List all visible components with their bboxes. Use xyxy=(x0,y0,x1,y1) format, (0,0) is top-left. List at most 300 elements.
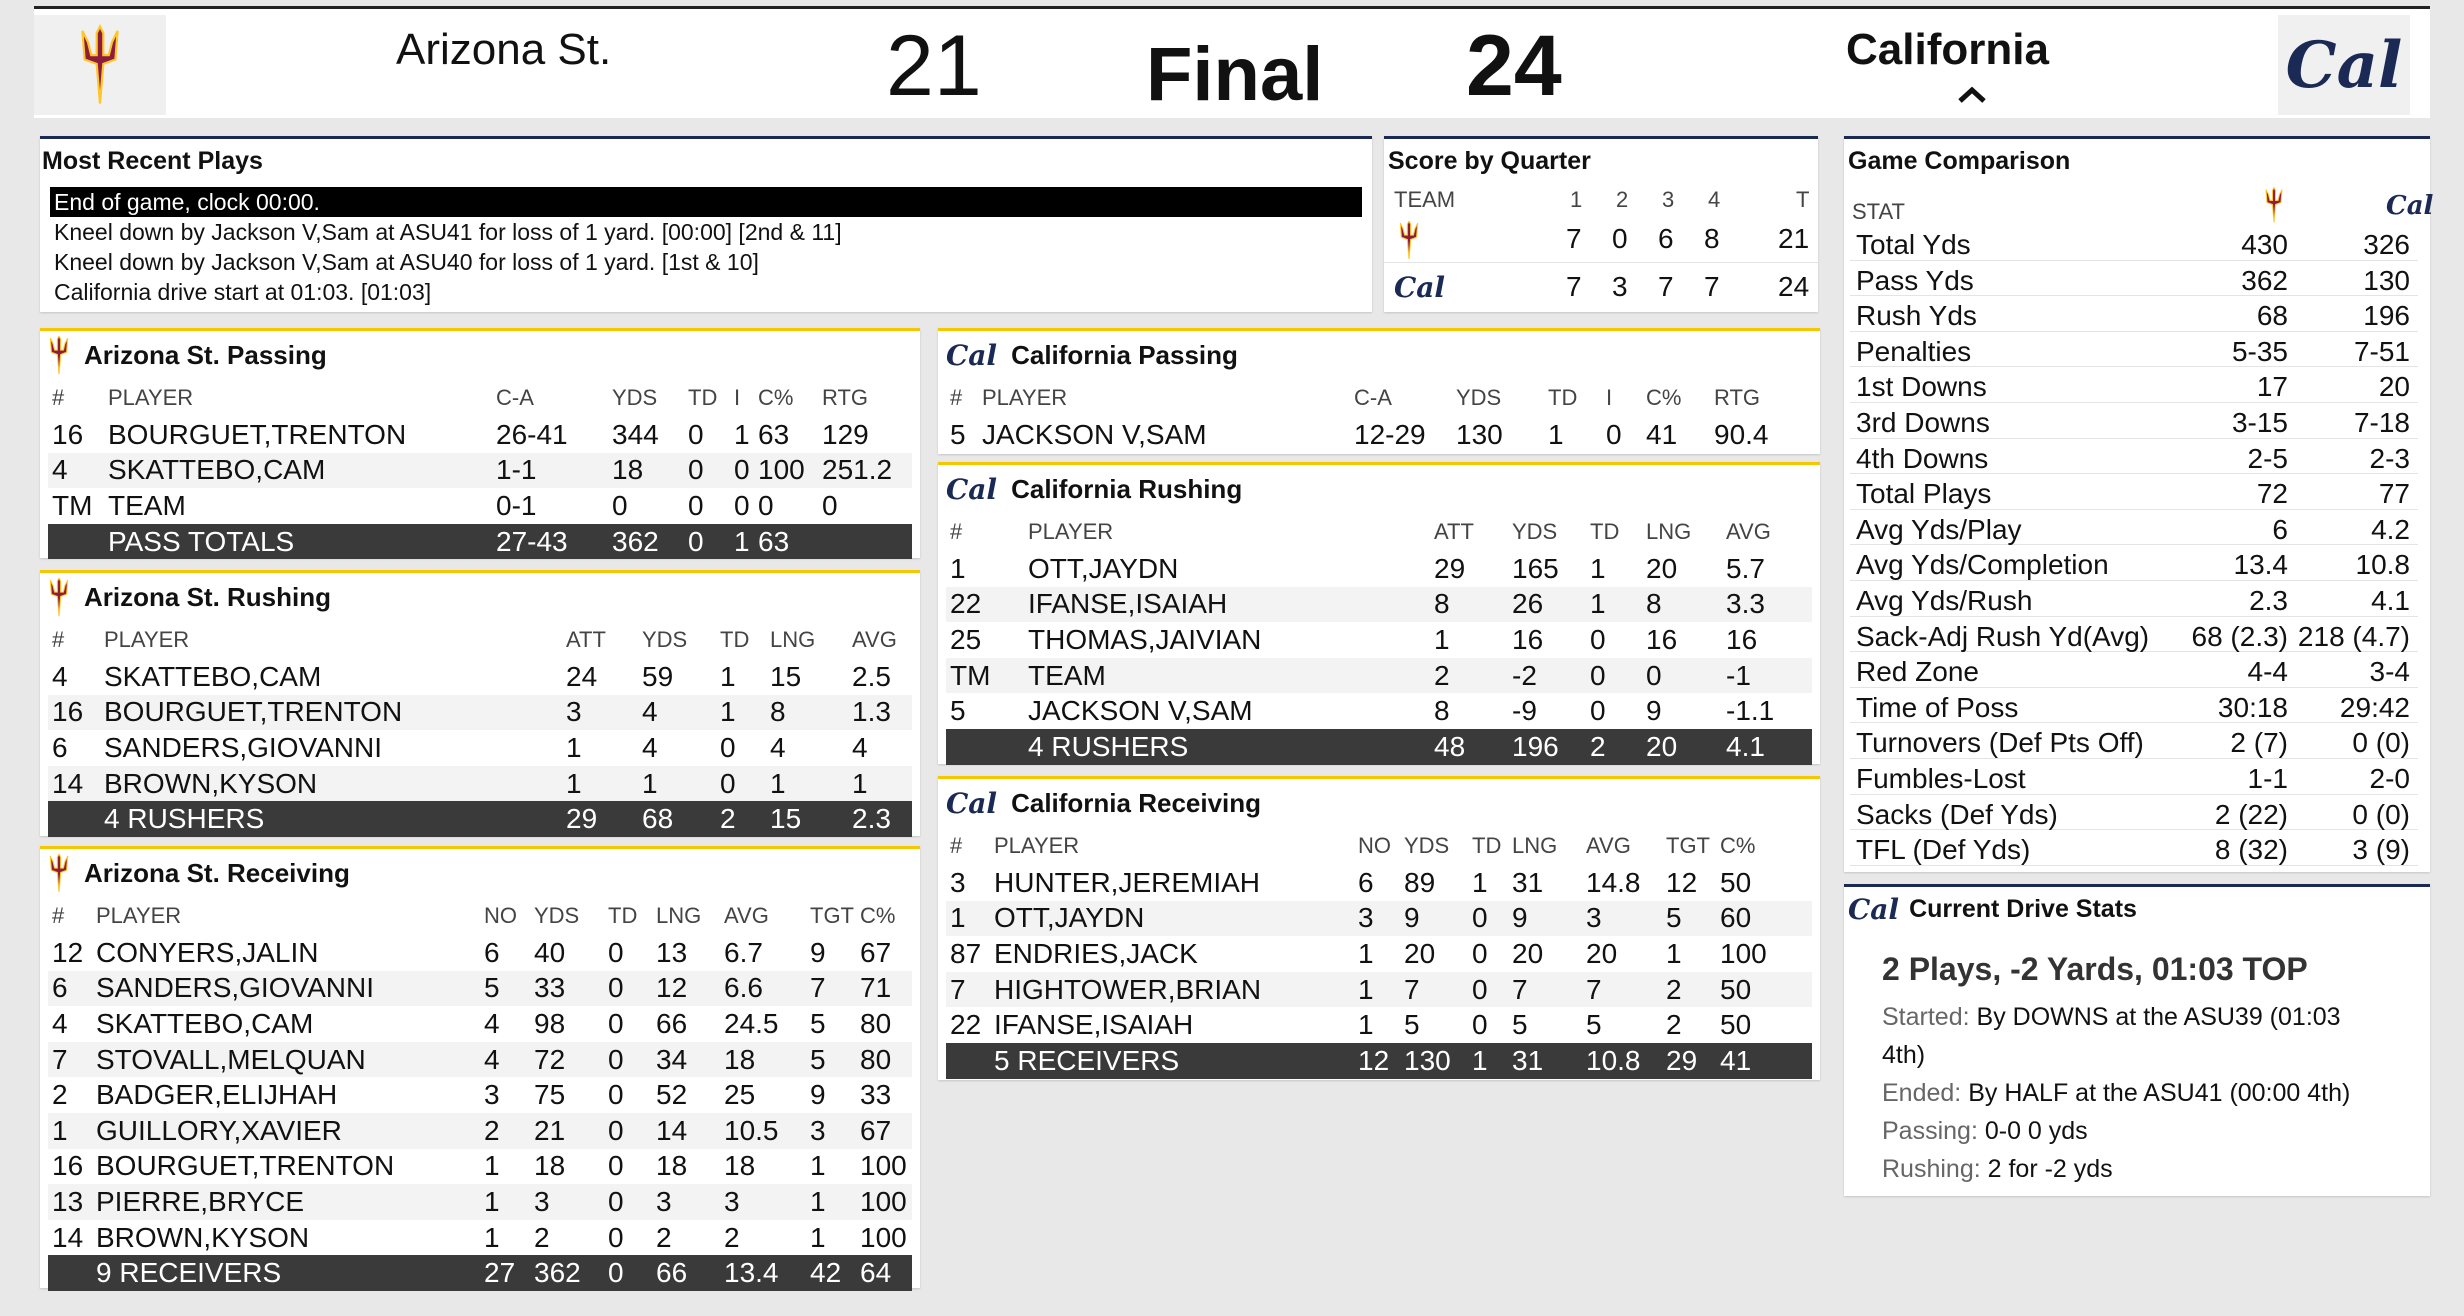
table-row[interactable] xyxy=(48,1042,912,1078)
panel-title: Arizona St. Rushing xyxy=(84,581,331,612)
away-score: 21 xyxy=(886,18,982,114)
table-cell: 0 xyxy=(758,489,774,521)
cal-script-logo: Cal xyxy=(1394,271,1446,304)
gc-away-value: 8 (32) xyxy=(2214,834,2288,866)
cal-receiving-panel xyxy=(938,776,1820,1080)
column-header: LNG xyxy=(1512,833,1558,858)
gc-row xyxy=(1850,652,2418,688)
table-cell: 16 xyxy=(52,418,84,450)
table-row[interactable] xyxy=(946,587,1812,623)
gc-stat-label: Sack-Adj Rush Yd(Avg) xyxy=(1856,620,2150,652)
table-cell: 5 xyxy=(950,418,966,450)
table-cell: 22 xyxy=(950,588,982,620)
table-cell: 90.4 xyxy=(1714,418,1769,450)
away-team-name[interactable]: Arizona St. xyxy=(396,25,612,74)
column-header: ATT xyxy=(1434,519,1474,544)
table-cell: 100 xyxy=(860,1150,907,1182)
column-header: YDS xyxy=(534,903,580,928)
table-cell: 33 xyxy=(534,972,566,1004)
table-cell: 7 xyxy=(1512,973,1528,1005)
play-item[interactable]: Kneel down by Jackson V,Sam at ASU40 for loss of 1 yard. [1st & 10] xyxy=(54,249,759,275)
table-cell: 5 RECEIVERS xyxy=(994,1044,1180,1076)
table-cell: 24 xyxy=(566,660,598,692)
gc-home-value: 2-3 xyxy=(2369,442,2410,474)
column-header: YDS xyxy=(1512,519,1558,544)
sbq-header-total: T xyxy=(1796,187,1810,212)
column-header: C% xyxy=(1646,385,1682,410)
gc-away-value: 68 xyxy=(2256,300,2288,332)
column-header: YDS xyxy=(642,627,688,652)
sbq-cell-total: 21 xyxy=(1778,223,1810,254)
table-cell: 2 xyxy=(1666,1009,1682,1041)
table-cell: 4 xyxy=(52,660,68,692)
table-row[interactable] xyxy=(48,1184,912,1220)
table-cell: BADGER,ELIJHAH xyxy=(96,1079,338,1111)
table-row[interactable] xyxy=(48,1077,912,1113)
column-header: AVG xyxy=(852,627,897,652)
table-cell: 3 xyxy=(950,866,966,898)
gc-stat-label: Turnovers (Def Pts Off) xyxy=(1856,727,2144,759)
drive-passing-label: Passing: xyxy=(1882,1117,1978,1145)
gc-home-value: 2-0 xyxy=(2369,763,2410,794)
table-cell: HIGHTOWER,BRIAN xyxy=(994,973,1262,1005)
column-header: LNG xyxy=(1646,519,1692,544)
table-cell: 1 xyxy=(810,1221,826,1253)
table-row[interactable] xyxy=(946,693,1812,729)
table-row[interactable] xyxy=(946,865,1812,901)
table-header xyxy=(946,831,1812,861)
table-cell: 2 xyxy=(534,1221,550,1253)
column-header: PLAYER xyxy=(96,903,182,928)
column-header: PLAYER xyxy=(1028,519,1114,544)
gc-stat-label: 1st Downs xyxy=(1856,371,1987,403)
table-cell: 31 xyxy=(1512,866,1544,898)
cal-script-logo: Cal xyxy=(946,472,998,506)
table-row[interactable] xyxy=(946,901,1812,937)
gc-row xyxy=(1850,332,2418,368)
table-cell: 0 xyxy=(612,489,628,521)
panel-title: California Passing xyxy=(1011,339,1238,370)
table-cell: 1 xyxy=(566,767,582,799)
table-cell: 4 RUSHERS xyxy=(1028,730,1189,762)
table-cell: 9 xyxy=(1646,695,1662,727)
table-cell: 50 xyxy=(1720,866,1752,898)
table-cell: 362 xyxy=(534,1257,581,1289)
table-cell: 2 xyxy=(484,1114,500,1146)
table-cell: 20 xyxy=(1404,937,1436,969)
table-cell: 0 xyxy=(608,1079,624,1111)
column-header: C-A xyxy=(1354,385,1392,410)
current-drive-title-row xyxy=(1848,893,2137,926)
scoreboard-header xyxy=(34,6,2430,118)
table-cell: 0 xyxy=(1472,973,1488,1005)
table-cell: SKATTEBO,CAM xyxy=(96,1007,314,1039)
table-cell: 4 xyxy=(642,696,658,728)
table-cell: 100 xyxy=(1720,937,1767,969)
gc-away-value: 2.3 xyxy=(2249,585,2288,616)
gc-away-value: 30:18 xyxy=(2217,691,2288,723)
gc-row xyxy=(1850,367,2418,403)
drive-started xyxy=(1882,1003,2341,1032)
table-cell: 24.5 xyxy=(724,1007,779,1039)
total-row[interactable] xyxy=(946,729,1812,765)
table-cell: 1 xyxy=(642,767,658,799)
table-cell: 3 xyxy=(534,1185,550,1217)
column-header: # xyxy=(52,903,65,928)
table-cell: 1 xyxy=(484,1185,500,1217)
sbq-cell: 7 xyxy=(1566,223,1582,254)
gc-stat-label: Sacks (Def Yds) xyxy=(1856,798,2058,830)
table-cell: SANDERS,GIOVANNI xyxy=(96,972,374,1004)
gc-stat-label: Time of Poss xyxy=(1856,691,2019,723)
current-drive-title: Current Drive Stats xyxy=(1909,895,2137,923)
sbq-header-q2: 2 xyxy=(1616,187,1629,212)
asu-pitchfork-icon xyxy=(48,336,70,374)
table-cell: 72 xyxy=(534,1043,566,1075)
table-cell: 1 xyxy=(852,767,868,799)
column-header: # xyxy=(52,385,65,410)
column-header: PLAYER xyxy=(108,385,194,410)
gc-row xyxy=(1850,474,2418,510)
table-row[interactable] xyxy=(48,730,912,766)
table-cell: SKATTEBO,CAM xyxy=(104,660,322,692)
column-header: TGT xyxy=(1666,833,1710,858)
table-cell: 2 xyxy=(720,803,736,835)
sbq-header-team: TEAM xyxy=(1394,187,1456,212)
table-cell: 3 xyxy=(566,696,582,728)
gc-away-value: 17 xyxy=(2256,371,2288,403)
score-by-quarter-panel xyxy=(1384,136,1818,312)
table-cell: 63 xyxy=(758,418,790,450)
home-team-name[interactable]: California xyxy=(1846,25,2049,74)
table-row[interactable] xyxy=(48,1149,912,1185)
table-cell: 9 RECEIVERS xyxy=(96,1257,282,1289)
table-row[interactable] xyxy=(48,971,912,1007)
table-cell: 0 xyxy=(1646,659,1662,691)
gc-away-value: 430 xyxy=(2241,229,2288,260)
gc-home-value: 4.1 xyxy=(2371,585,2410,616)
asu-passing-panel xyxy=(40,328,920,558)
table-row[interactable] xyxy=(48,417,912,453)
table-cell: 16 xyxy=(1512,623,1544,655)
panel-title: California Rushing xyxy=(1011,473,1243,504)
table-row[interactable] xyxy=(48,935,912,971)
asu-pitchfork-icon xyxy=(78,18,122,112)
table-row[interactable] xyxy=(946,622,1812,658)
column-header: AVG xyxy=(1586,833,1631,858)
table-cell: 59 xyxy=(642,660,674,692)
table-cell: TEAM xyxy=(1028,659,1106,691)
column-header: NO xyxy=(1358,833,1391,858)
table-cell: BROWN,KYSON xyxy=(104,767,318,799)
gc-row xyxy=(1850,545,2418,581)
table-cell: 4 xyxy=(52,1007,68,1039)
table-cell: 21 xyxy=(534,1114,566,1146)
table-cell: 1 xyxy=(1434,623,1450,655)
table-cell: 68 xyxy=(642,803,674,835)
gc-stat-label: Pass Yds xyxy=(1856,264,1974,296)
total-row[interactable] xyxy=(946,1043,1812,1079)
table-cell: 1 xyxy=(1548,418,1564,450)
column-header: C% xyxy=(758,385,794,410)
gc-row xyxy=(1850,510,2418,546)
gc-row xyxy=(1850,795,2418,831)
table-cell: 6 xyxy=(1358,866,1374,898)
column-header: YDS xyxy=(1456,385,1502,410)
table-cell: 0 xyxy=(1472,937,1488,969)
gc-home-value: 3 (9) xyxy=(2352,834,2410,866)
table-cell: 4 xyxy=(852,731,868,763)
table-cell: 2 xyxy=(1666,973,1682,1005)
table-cell: 12 xyxy=(1666,866,1698,898)
table-cell: 0 xyxy=(608,1043,624,1075)
table-row[interactable] xyxy=(48,453,912,489)
table-cell: 50 xyxy=(1720,973,1752,1005)
table-row[interactable] xyxy=(946,551,1812,587)
table-cell: 1-1 xyxy=(496,454,537,486)
table-cell: 0 xyxy=(608,972,624,1004)
table-header xyxy=(946,517,1812,547)
table-cell: 2 xyxy=(52,1079,68,1111)
gc-stat-header: STAT xyxy=(1852,199,1905,224)
table-cell: 16 xyxy=(1646,623,1678,655)
table-cell: 48 xyxy=(1434,730,1466,762)
table-cell: 10.5 xyxy=(724,1114,779,1146)
table-cell: 5 xyxy=(1512,1009,1528,1041)
table-row[interactable] xyxy=(48,1113,912,1149)
table-cell: 0 xyxy=(688,525,704,557)
table-cell: 1 xyxy=(720,696,736,728)
sbq-header-q3: 3 xyxy=(1662,187,1675,212)
table-cell: 16 xyxy=(52,1150,84,1182)
table-header xyxy=(946,383,1812,413)
table-cell: 64 xyxy=(860,1257,892,1289)
table-cell: 14 xyxy=(656,1114,688,1146)
table-cell: 66 xyxy=(656,1257,688,1289)
table-header xyxy=(48,383,912,413)
column-header: TD xyxy=(688,385,718,410)
table-cell: ENDRIES,JACK xyxy=(994,937,1198,969)
drive-rushing-value: 2 for -2 yds xyxy=(1987,1155,2113,1183)
table-cell: GUILLORY,XAVIER xyxy=(96,1114,342,1146)
table-cell: 13 xyxy=(656,936,688,968)
cal-script-logo: Cal xyxy=(1848,893,1900,926)
table-cell: 3 xyxy=(1358,902,1374,934)
table-cell: 1 xyxy=(566,731,582,763)
table-cell: 196 xyxy=(1512,730,1559,762)
total-row[interactable] xyxy=(48,801,912,837)
table-cell: 9 xyxy=(1512,902,1528,934)
table-cell: 1 xyxy=(52,1114,68,1146)
drive-passing-value: 0-0 0 yds xyxy=(1984,1117,2088,1145)
table-cell: 9 xyxy=(810,936,826,968)
drive-ended-label: Ended: xyxy=(1882,1079,1962,1107)
table-cell: 15 xyxy=(770,660,802,692)
table-cell: 1 xyxy=(720,660,736,692)
column-header: C-A xyxy=(496,385,534,410)
table-cell: 20 xyxy=(1646,552,1678,584)
table-cell: 6.6 xyxy=(724,972,763,1004)
column-header: RTG xyxy=(1714,385,1761,410)
gc-home-value: 7-51 xyxy=(2353,335,2410,367)
column-header: TD xyxy=(1472,833,1502,858)
gc-row xyxy=(1850,688,2418,724)
table-cell: 2 xyxy=(1590,730,1606,762)
gc-home-value: 130 xyxy=(2363,264,2410,296)
total-row[interactable] xyxy=(48,524,912,560)
table-cell: 1 xyxy=(1472,866,1488,898)
table-cell: 14 xyxy=(52,767,84,799)
table-row[interactable] xyxy=(946,417,1812,453)
table-cell: 26-41 xyxy=(496,418,568,450)
panel-title-row xyxy=(946,783,1261,823)
table-cell: 5 xyxy=(810,1043,826,1075)
table-cell: 42 xyxy=(810,1257,842,1289)
gc-stat-label: Red Zone xyxy=(1856,656,1979,688)
table-cell: 4 xyxy=(484,1007,500,1039)
table-header xyxy=(48,901,912,931)
table-cell: 0 xyxy=(1590,659,1606,691)
gc-stat-label: Avg Yds/Completion xyxy=(1856,549,2109,581)
table-cell: BOURGUET,TRENTON xyxy=(104,696,403,728)
cal-script-logo: Cal xyxy=(946,338,998,372)
table-cell: 4.1 xyxy=(1726,730,1765,762)
table-cell: 1 xyxy=(1590,588,1606,620)
column-header: AVG xyxy=(1726,519,1771,544)
table-row[interactable] xyxy=(946,936,1812,972)
table-row[interactable] xyxy=(48,695,912,731)
play-item[interactable]: Kneel down by Jackson V,Sam at ASU41 for loss of 1 yard. [00:00] [2nd & 11] xyxy=(54,219,842,245)
table-cell: 362 xyxy=(612,525,659,557)
drive-summary: 2 Plays, -2 Yards, 01:03 TOP xyxy=(1882,951,2308,987)
table-cell: BROWN,KYSON xyxy=(96,1221,310,1253)
drive-started-label: Started: xyxy=(1882,1003,1970,1031)
gc-stat-label: 3rd Downs xyxy=(1856,407,1990,438)
table-row[interactable] xyxy=(48,488,912,524)
panel-title-row xyxy=(48,335,327,375)
gc-away-value: 6 xyxy=(2272,513,2288,545)
table-cell: 100 xyxy=(860,1185,907,1217)
table-cell: THOMAS,JAIVIAN xyxy=(1028,623,1262,655)
column-header: YDS xyxy=(1404,833,1450,858)
table-cell: 130 xyxy=(1404,1044,1451,1076)
table-row[interactable] xyxy=(946,1007,1812,1043)
away-logo-box xyxy=(34,15,166,115)
table-cell: 0-1 xyxy=(496,489,537,521)
column-header: # xyxy=(52,627,65,652)
table-cell: 60 xyxy=(1720,902,1752,934)
table-row[interactable] xyxy=(48,1006,912,1042)
table-row[interactable] xyxy=(48,1220,912,1256)
table-cell: 25 xyxy=(724,1079,756,1111)
column-header: C% xyxy=(1720,833,1756,858)
table-cell: 80 xyxy=(860,1043,892,1075)
total-row[interactable] xyxy=(48,1255,912,1291)
table-cell: 18 xyxy=(724,1043,756,1075)
gc-away-value: 3-15 xyxy=(2231,407,2288,438)
gc-row xyxy=(1850,617,2418,653)
table-cell: 29 xyxy=(566,803,598,835)
table-cell: 0 xyxy=(608,1150,624,1182)
recent-plays-panel xyxy=(40,136,1372,312)
play-item[interactable]: California drive start at 01:03. [01:03] xyxy=(54,279,432,305)
panel-title-row xyxy=(946,469,1242,509)
table-cell: 100 xyxy=(758,454,805,486)
column-header: TD xyxy=(1590,519,1620,544)
table-cell: 0 xyxy=(734,489,750,521)
table-cell: 1 xyxy=(770,767,786,799)
table-cell: 4 xyxy=(642,731,658,763)
gc-away-value: 72 xyxy=(2256,478,2288,510)
sbq-cell: 0 xyxy=(1612,223,1628,254)
table-cell: 18 xyxy=(656,1150,688,1182)
table-cell: 251.2 xyxy=(822,454,893,486)
home-score: 24 xyxy=(1466,18,1562,114)
cal-script-logo: Cal xyxy=(2386,191,2434,221)
cal-script-logo: Cal xyxy=(946,786,998,820)
gc-home-value: 3-4 xyxy=(2369,656,2410,688)
game-status: Final xyxy=(1146,32,1324,117)
table-cell: 1 xyxy=(810,1150,826,1182)
chevron-up-icon[interactable] xyxy=(1956,85,1988,105)
table-row[interactable] xyxy=(946,972,1812,1008)
table-row[interactable] xyxy=(48,659,912,695)
gc-row xyxy=(1850,225,2418,261)
table-cell: 87 xyxy=(950,937,982,969)
table-cell: 1 xyxy=(1590,552,1606,584)
table-cell: 13.4 xyxy=(724,1257,779,1289)
table-row[interactable] xyxy=(48,766,912,802)
table-cell: 7 xyxy=(1586,973,1602,1005)
column-header: PLAYER xyxy=(104,627,190,652)
table-cell: 8 xyxy=(770,696,786,728)
drive-ended xyxy=(1882,1079,2350,1108)
table-cell: 33 xyxy=(860,1079,892,1111)
table-cell: 1 xyxy=(1358,1009,1374,1041)
column-header: TD xyxy=(720,627,750,652)
drive-rushing xyxy=(1882,1155,2113,1184)
table-cell: 0 xyxy=(822,489,838,521)
table-row[interactable] xyxy=(946,658,1812,694)
table-cell: 0 xyxy=(1472,1009,1488,1041)
table-cell: -2 xyxy=(1512,659,1537,691)
table-cell: 50 xyxy=(1720,1009,1752,1041)
table-cell: 12 xyxy=(52,936,84,968)
gc-row xyxy=(1850,581,2418,617)
table-cell: CONYERS,JALIN xyxy=(96,936,319,968)
table-cell: 16 xyxy=(1726,623,1758,655)
cal-script-logo: Cal xyxy=(2285,27,2403,103)
cal-rushing-panel xyxy=(938,462,1820,764)
sbq-header-q1: 1 xyxy=(1570,187,1583,212)
table-cell: 1 xyxy=(1358,937,1374,969)
table-cell: 1 xyxy=(734,525,750,557)
table-cell: 1.3 xyxy=(852,696,891,728)
table-cell: 9 xyxy=(810,1079,826,1111)
table-cell: 14.8 xyxy=(1586,866,1641,898)
table-cell: 0 xyxy=(688,489,704,521)
asu-receiving-panel xyxy=(40,846,920,1288)
table-cell: SKATTEBO,CAM xyxy=(108,454,326,486)
table-cell: 4 xyxy=(52,454,68,486)
table-cell: 3 xyxy=(656,1185,672,1217)
table-cell: 40 xyxy=(534,936,566,968)
table-cell: 16 xyxy=(52,696,84,728)
table-cell: 63 xyxy=(758,525,790,557)
table-cell: 6.7 xyxy=(724,936,763,968)
play-item-selected[interactable]: End of game, clock 00:00. xyxy=(50,187,1362,217)
table-cell: 8 xyxy=(1646,588,1662,620)
